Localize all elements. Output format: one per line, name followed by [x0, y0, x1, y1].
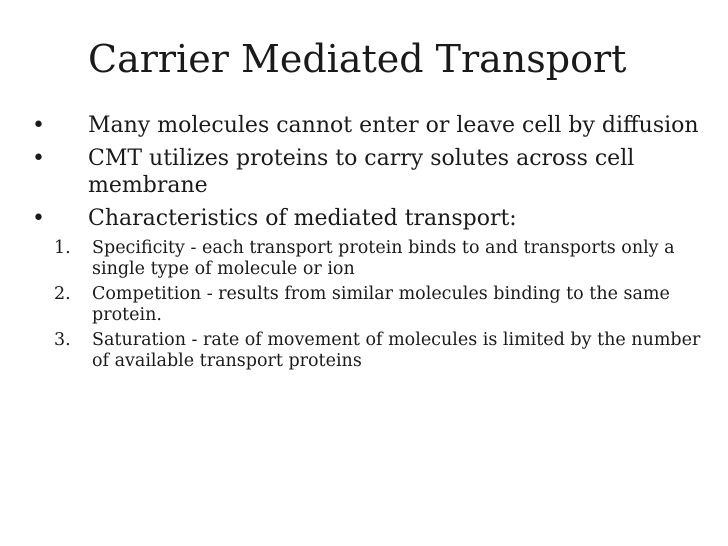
bullet-marker: • — [32, 113, 45, 138]
item-number: 2. — [54, 284, 71, 304]
numbered-item — [54, 330, 702, 372]
numbered-item — [54, 284, 702, 326]
bullet-list — [32, 112, 702, 378]
item-number: 1. — [54, 238, 71, 258]
slide-title: Carrier Mediated Transport — [88, 37, 627, 81]
bullet-text: CMT utilizes proteins to carry solutes across cell membrane — [88, 146, 635, 198]
item-text: Competition - results from similar molecules binding to the same protein. — [92, 284, 670, 325]
bullet-item — [32, 145, 702, 199]
item-number: 3. — [54, 330, 71, 350]
bullet-item — [32, 112, 702, 139]
bullet-item — [32, 205, 702, 372]
bullet-marker: • — [32, 206, 45, 231]
numbered-item — [54, 238, 702, 280]
numbered-sublist — [54, 238, 702, 372]
item-text: Saturation - rate of movement of molecules is limited by the number of available transport proteins — [92, 330, 701, 371]
bullet-text: Characteristics of mediated transport: — [88, 206, 517, 231]
bullet-text: Many molecules cannot enter or leave cell by diffusion — [88, 113, 699, 138]
item-text: Specificity - each transport protein binds to and transports only a single type of molecule or ion — [92, 238, 675, 279]
bullet-marker: • — [32, 146, 45, 171]
